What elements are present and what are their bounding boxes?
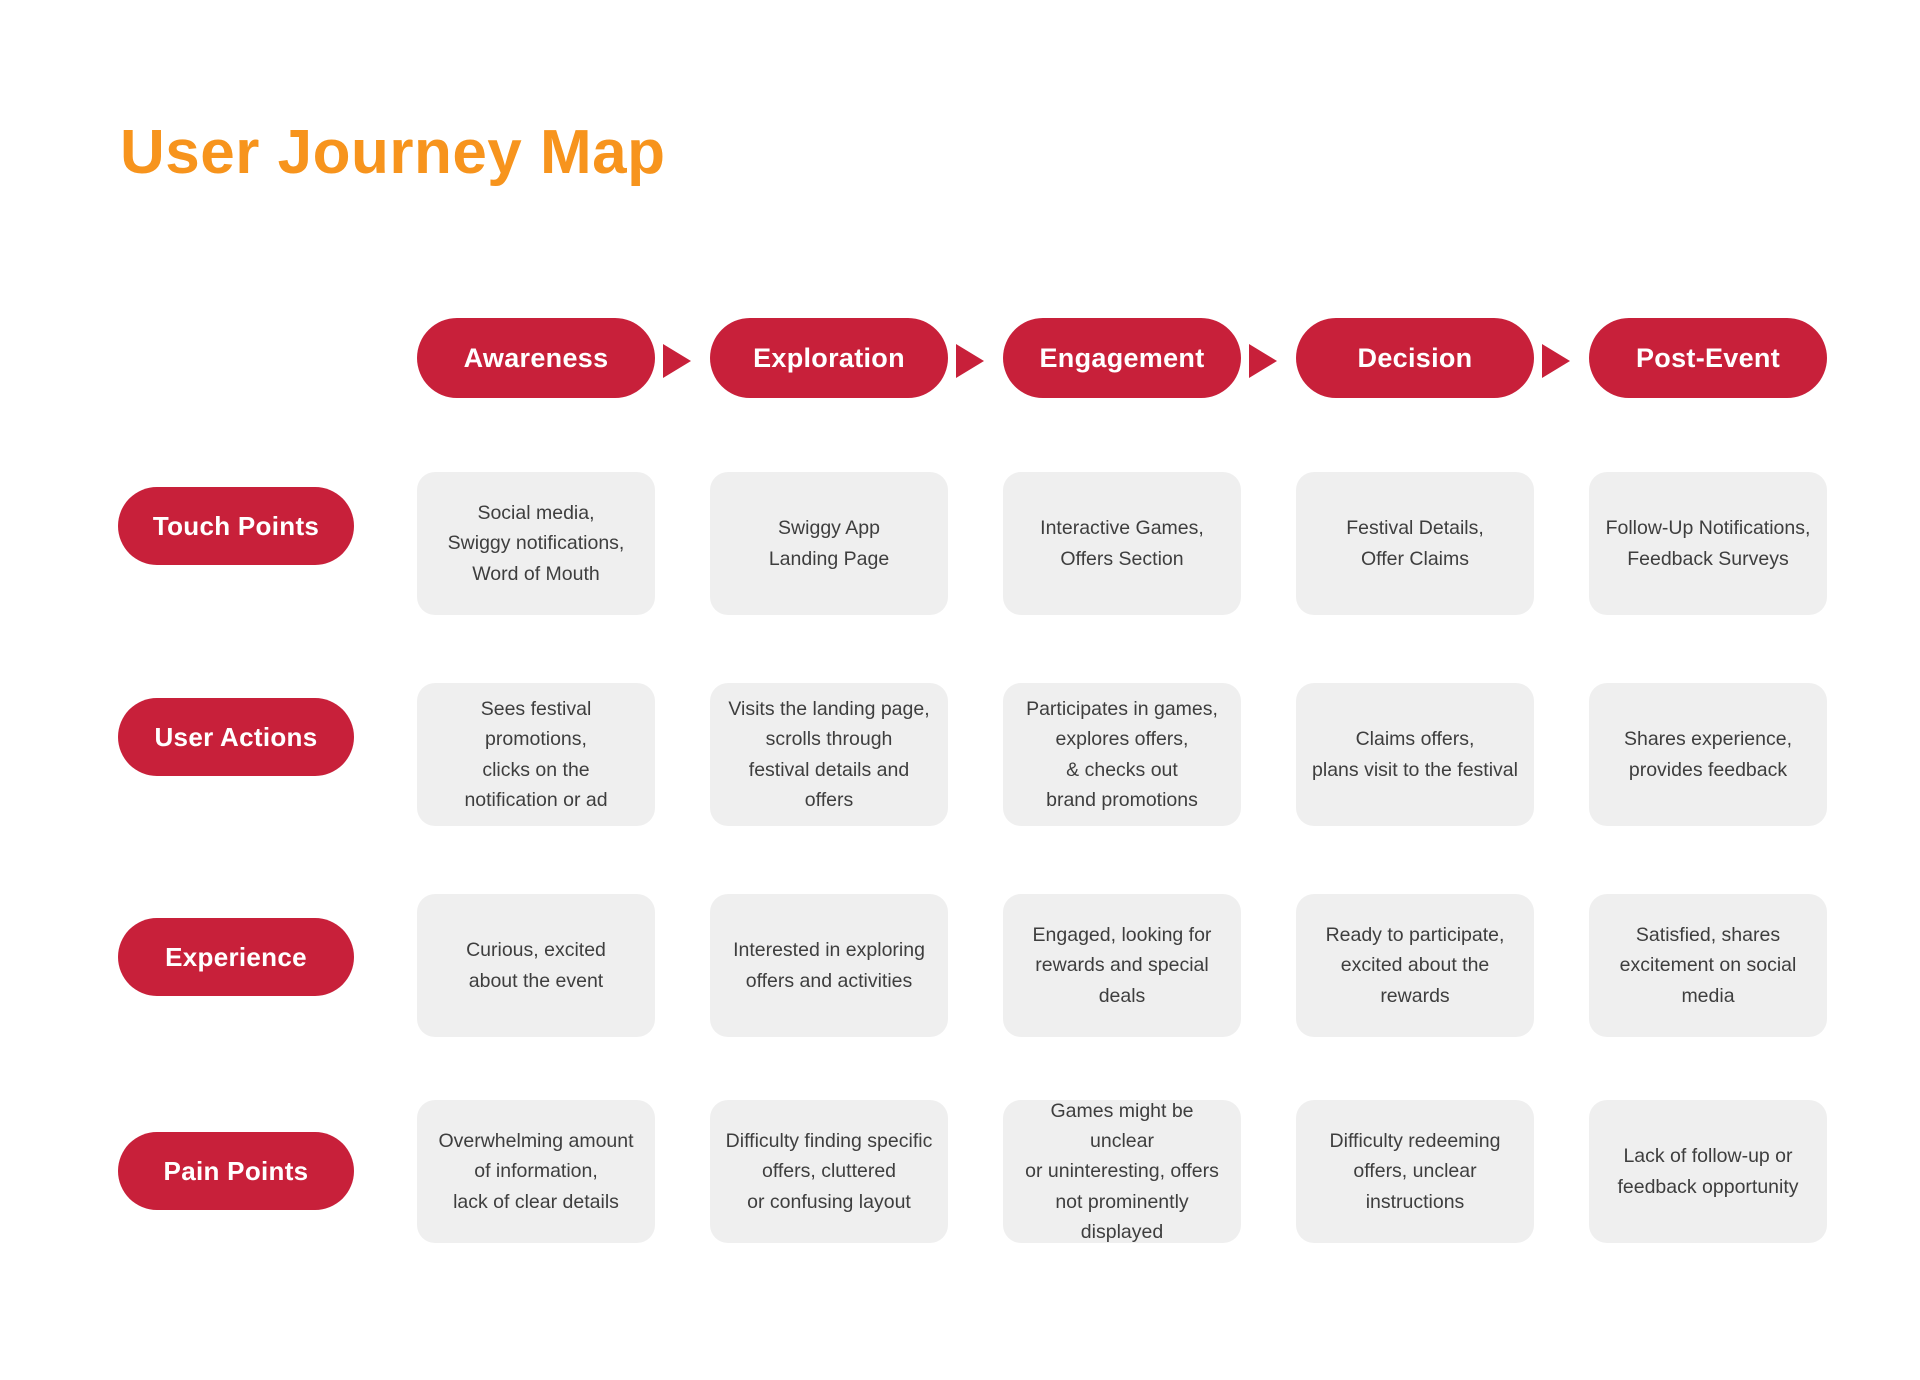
stage-pill-awareness: Awareness <box>417 318 655 398</box>
experience-cell: Ready to participate, excited about the rewards <box>1296 894 1534 1037</box>
touch-points-cell: Interactive Games, Offers Section <box>1003 472 1241 615</box>
stage-pill-decision: Decision <box>1296 318 1534 398</box>
experience-cell: Curious, excited about the event <box>417 894 655 1037</box>
user-actions-cell: Claims offers, plans visit to the festival <box>1296 683 1534 826</box>
stage-pill-post-event: Post-Event <box>1589 318 1827 398</box>
user-actions-cell: Participates in games, explores offers, & checks out brand promotions <box>1003 683 1241 826</box>
arrow-right-icon <box>663 344 691 378</box>
touch-points-cell: Social media, Swiggy notifications, Word of Mouth <box>417 472 655 615</box>
pain-points-cell: Lack of follow-up or feedback opportunity <box>1589 1100 1827 1243</box>
touch-points-cell: Follow-Up Notifications, Feedback Surveys <box>1589 472 1827 615</box>
touch-points-cell: Festival Details, Offer Claims <box>1296 472 1534 615</box>
experience-cell: Engaged, looking for rewards and special deals <box>1003 894 1241 1037</box>
pain-points-cell: Difficulty redeeming offers, unclear instructions <box>1296 1100 1534 1243</box>
row-label-experience: Experience <box>118 918 354 996</box>
row-label-pain-points: Pain Points <box>118 1132 354 1210</box>
user-actions-cell: Shares experience, provides feedback <box>1589 683 1827 826</box>
pain-points-cell: Difficulty finding specific offers, cluttered or confusing layout <box>710 1100 948 1243</box>
row-label-user-actions: User Actions <box>118 698 354 776</box>
stage-pill-engagement: Engagement <box>1003 318 1241 398</box>
row-label-touch-points: Touch Points <box>118 487 354 565</box>
pain-points-cell: Overwhelming amount of information, lack of clear details <box>417 1100 655 1243</box>
stage-pill-exploration: Exploration <box>710 318 948 398</box>
user-actions-cell: Sees festival promotions, clicks on the notification or ad <box>417 683 655 826</box>
experience-cell: Interested in exploring offers and activities <box>710 894 948 1037</box>
arrow-right-icon <box>956 344 984 378</box>
arrow-right-icon <box>1249 344 1277 378</box>
page-title: User Journey Map <box>120 118 666 187</box>
touch-points-cell: Swiggy App Landing Page <box>710 472 948 615</box>
arrow-right-icon <box>1542 344 1570 378</box>
experience-cell: Satisfied, shares excitement on social media <box>1589 894 1827 1037</box>
pain-points-cell: Games might be unclear or uninteresting, offers not prominently displayed <box>1003 1100 1241 1243</box>
user-actions-cell: Visits the landing page, scrolls through festival details and offers <box>710 683 948 826</box>
